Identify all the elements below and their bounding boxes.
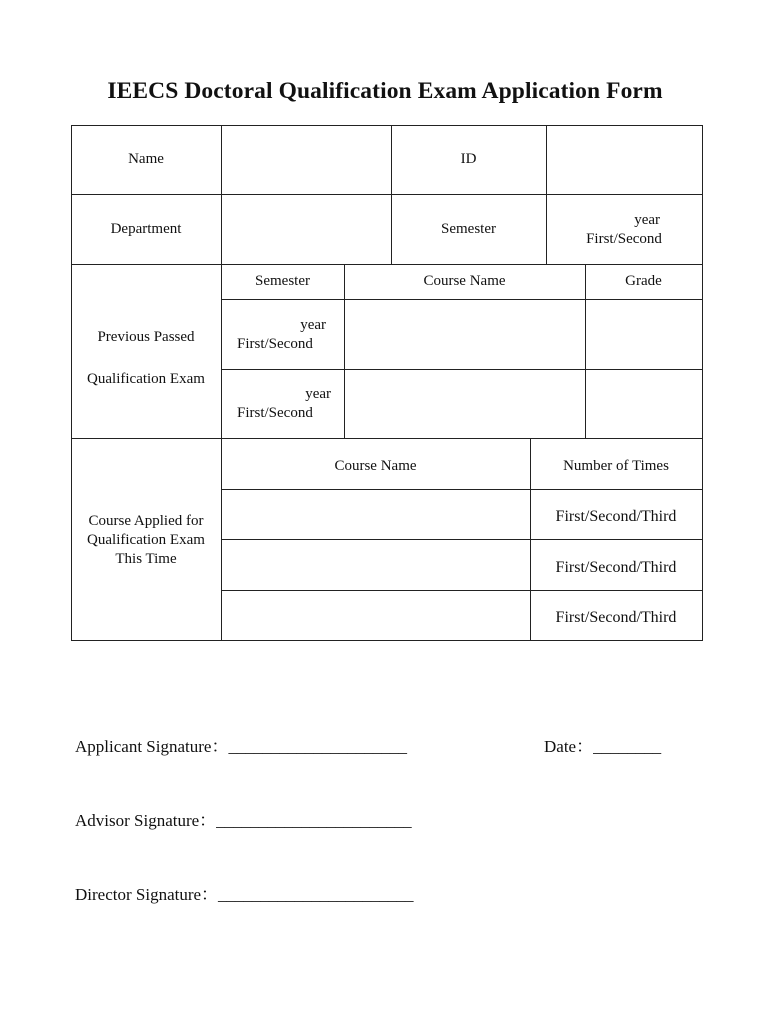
previous-exam-label-line2: Qualification Exam [87, 371, 205, 387]
table-border-right [702, 125, 703, 641]
date-line[interactable]: Date：________ [544, 737, 662, 756]
current-exam-label-line3: This Time [115, 551, 177, 567]
previous-row2-course-field[interactable] [345, 370, 585, 438]
applicant-signature-line[interactable]: Applicant Signature：_____________________ [75, 737, 407, 756]
semester-label: Semester [441, 221, 496, 237]
previous-header-grade: Grade [625, 273, 662, 289]
previous-row1-course-field[interactable] [345, 300, 585, 369]
id-field[interactable] [547, 126, 702, 194]
current-row1-course-field[interactable] [222, 490, 530, 539]
current-header-number-of-times: Number of Times [563, 458, 669, 474]
table-rule [391, 125, 392, 265]
current-row2-times[interactable]: First/Second/Third [555, 559, 677, 576]
table-border-bottom [71, 640, 703, 641]
previous-header-course-name: Course Name [423, 273, 506, 289]
table-rule [71, 438, 703, 439]
current-exam-label-line2: Qualification Exam [87, 532, 205, 548]
advisor-signature-line[interactable]: Advisor Signature：_______________________ [75, 811, 412, 830]
id-label: ID [460, 151, 477, 167]
previous-header-semester: Semester [255, 273, 310, 289]
previous-row1-grade-field[interactable] [586, 300, 702, 369]
current-exam-label-line1: Course Applied for [88, 513, 204, 529]
director-signature-line[interactable]: Director Signature：_______________________ [75, 885, 414, 904]
table-rule [71, 264, 703, 265]
previous-row2-term[interactable]: First/Second [237, 405, 313, 421]
current-row3-course-field[interactable] [222, 591, 530, 640]
semester-term-field[interactable]: First/Second [586, 231, 662, 247]
department-label: Department [110, 221, 182, 237]
current-row2-course-field[interactable] [222, 540, 530, 590]
current-row3-times[interactable]: First/Second/Third [555, 609, 677, 626]
previous-row1-year[interactable]: year [300, 317, 326, 333]
current-header-course-name: Course Name [334, 458, 417, 474]
previous-row1-term[interactable]: First/Second [237, 336, 313, 352]
department-field[interactable] [222, 195, 391, 264]
previous-row2-year[interactable]: year [305, 386, 331, 402]
name-label: Name [128, 151, 164, 167]
form-title: IEECS Doctoral Qualification Exam Application Form [107, 78, 663, 104]
semester-year-field[interactable]: year [634, 212, 660, 228]
previous-row2-grade-field[interactable] [586, 370, 702, 438]
previous-exam-label-line1: Previous Passed [97, 329, 195, 345]
current-row1-times[interactable]: First/Second/Third [555, 508, 677, 525]
name-field[interactable] [222, 126, 391, 194]
